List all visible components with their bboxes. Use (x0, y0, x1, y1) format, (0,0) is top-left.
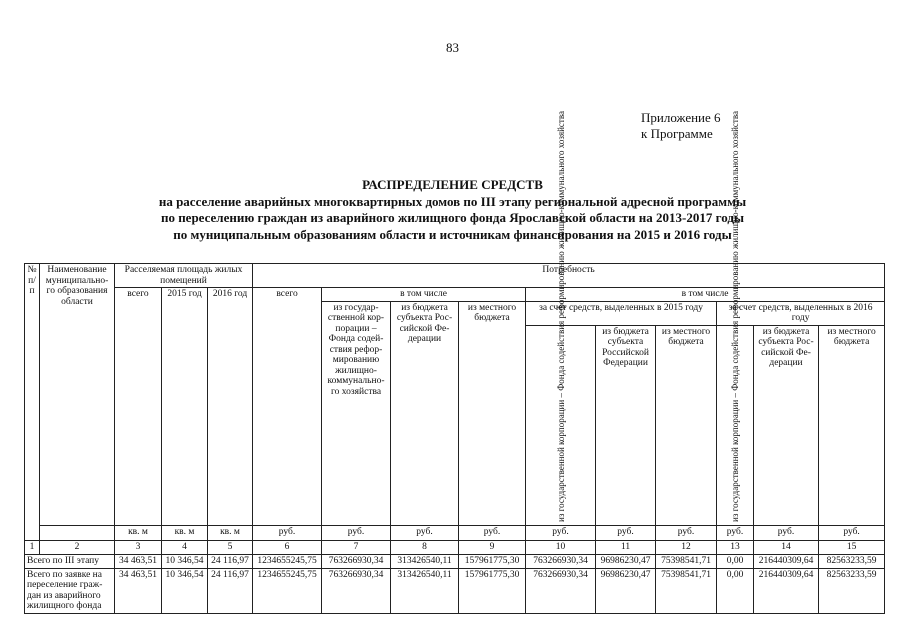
unit-cell: руб. (819, 526, 885, 541)
header-municipality: Наименование муниципально-го образования области (40, 264, 115, 526)
header-fund-2016 (717, 110, 754, 526)
cell-value: 75398541,71 (656, 568, 717, 613)
header-funds-2015: за счет средств, выделенных в 2015 году (526, 301, 717, 325)
cell-value: 24 116,97 (208, 555, 253, 569)
cell-value: 10 346,54 (162, 555, 208, 569)
column-number: 14 (754, 541, 819, 555)
unit-cell: руб. (754, 526, 819, 541)
header-regional-2016: из бюджета субъекта Рос-сийской Фе-дерации (754, 325, 819, 526)
unit-cell: руб. (656, 526, 717, 541)
title-line-4: по муниципальным образованиям области и источникам финансирования на 2015 и 2016 годы (173, 226, 732, 242)
column-number: 6 (253, 541, 322, 555)
table-row (25, 555, 885, 569)
header-local-2016: из местного бюджета (819, 325, 885, 526)
row-label: Всего по III этапу (25, 555, 115, 569)
cell-value: 157961775,30 (459, 555, 526, 569)
header-regional-2015: из бюджета субъекта Российской Федерации (596, 325, 656, 526)
header-fund: из государ-ственной кор-порации – Фонда содей-ствия рефор-мированию жилищно-коммунально-го хозяйства (322, 301, 391, 526)
header-funds-2016: за счет средств, выделенных в 2016 году (717, 301, 885, 325)
column-number: 9 (459, 541, 526, 555)
cell-value: 34 463,51 (115, 568, 162, 613)
cell-value: 157961775,30 (459, 568, 526, 613)
unit-cell: кв. м (162, 526, 208, 541)
unit-cell: руб. (253, 526, 322, 541)
unit-cell: руб. (459, 526, 526, 541)
cell-value: 96986230,47 (596, 568, 656, 613)
unit-cell-empty (40, 526, 115, 541)
cell-value: 0,00 (717, 568, 754, 613)
appendix-line-2: к Программе (641, 126, 713, 141)
page-number: 83 (446, 40, 459, 55)
cell-value: 24 116,97 (208, 568, 253, 613)
column-number: 8 (391, 541, 459, 555)
unit-cell: руб. (596, 526, 656, 541)
title-line-3: по переселению граждан из аварийного жилищного фонда Ярославской области на 2013-2017 годы (160, 210, 745, 225)
unit-cell: руб. (526, 526, 596, 541)
column-number: 4 (162, 541, 208, 555)
unit-cell: руб. (717, 526, 754, 541)
appendix-line-1: Приложение 6 (641, 110, 721, 125)
header-number: № п/п (25, 264, 40, 541)
title-line-2: на расселение аварийных многоквартирных домов по III этапу региональной адресной программы (158, 193, 747, 209)
units-row (25, 526, 885, 541)
cell-value: 763266930,34 (322, 555, 391, 569)
cell-value: 763266930,34 (526, 568, 596, 613)
header-row-2 (25, 288, 885, 302)
header-area-2015: 2015 год (162, 288, 208, 526)
column-number: 13 (717, 541, 754, 555)
header-regional-budget: из бюджета субъекта Рос-сийской Фе-дерации (391, 301, 459, 526)
column-number: 2 (40, 541, 115, 555)
title-line-1: РАСПРЕДЕЛЕНИЕ СРЕДСТВ (362, 177, 543, 192)
header-row-1 (25, 264, 885, 288)
table-row (25, 568, 885, 613)
cell-value: 763266930,34 (322, 568, 391, 613)
cell-value: 0,00 (717, 555, 754, 569)
cell-value: 75398541,71 (656, 555, 717, 569)
cell-value: 34 463,51 (115, 555, 162, 569)
column-number: 1 (25, 541, 40, 555)
cell-value: 216440309,64 (754, 555, 819, 569)
row-label: Всего по заявке на переселение граж-дан из аварийного жилищного фонда (25, 568, 115, 613)
appendix-note (641, 110, 721, 142)
header-area-total: всего (115, 288, 162, 526)
header-including-years: в том числе (526, 288, 885, 302)
cell-value: 763266930,34 (526, 555, 596, 569)
header-area-2016: 2016 год (208, 288, 253, 526)
header-need: Потребность (253, 264, 885, 288)
cell-value: 82563233,59 (819, 568, 885, 613)
header-need-total: всего (253, 288, 322, 526)
column-number: 15 (819, 541, 885, 555)
cell-value: 96986230,47 (596, 555, 656, 569)
cell-value: 313426540,11 (391, 555, 459, 569)
header-fund-2016-text: из государственной корпорации – Фонда содействия реформированию жилищно-коммунального хозяйства (730, 110, 741, 522)
document-title (0, 177, 905, 243)
column-number: 11 (596, 541, 656, 555)
header-local-2015: из местного бюджета (656, 325, 717, 526)
cell-value: 1234655245,75 (253, 568, 322, 613)
column-number: 3 (115, 541, 162, 555)
cell-value: 10 346,54 (162, 568, 208, 613)
column-number: 5 (208, 541, 253, 555)
column-number: 10 (526, 541, 596, 555)
column-numbers-row (25, 541, 885, 555)
unit-cell: руб. (391, 526, 459, 541)
unit-cell: кв. м (208, 526, 253, 541)
cell-value: 1234655245,75 (253, 555, 322, 569)
column-number: 7 (322, 541, 391, 555)
unit-cell: кв. м (115, 526, 162, 541)
cell-value: 82563233,59 (819, 555, 885, 569)
header-local-budget: из местного бюджета (459, 301, 526, 526)
header-including-sources: в том числе (322, 288, 526, 302)
cell-value: 313426540,11 (391, 568, 459, 613)
header-fund-2015-text: из государственной корпорации – Фонда содействия реформированию жилищно-коммунального хозяйства (555, 110, 566, 522)
cell-value: 216440309,64 (754, 568, 819, 613)
unit-cell: руб. (322, 526, 391, 541)
header-area: Расселяемая площадь жилых помещений (115, 264, 253, 288)
column-number: 12 (656, 541, 717, 555)
